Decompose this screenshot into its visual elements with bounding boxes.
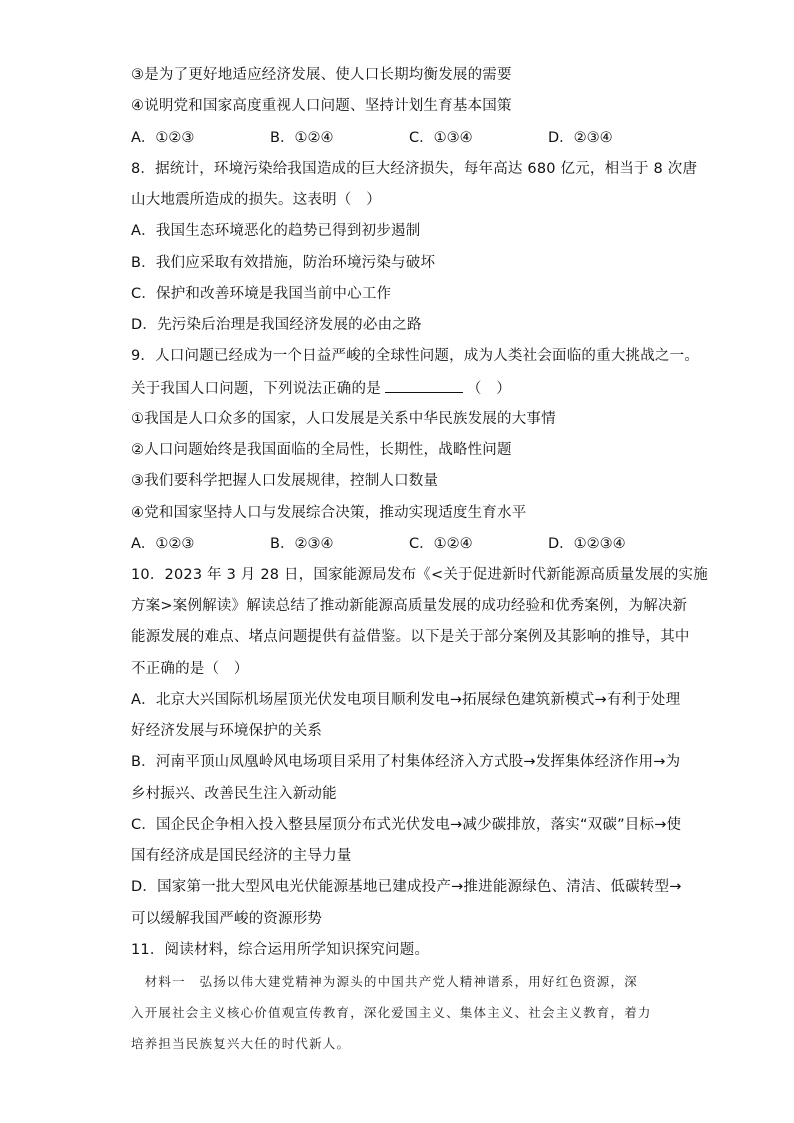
q9-statement-4: ④党和国家坚持人口与发展综合决策，推动实现适度生育水平 <box>131 505 527 521</box>
q7-statement-3: ③是为了更好地适应经济发展、使人口长期均衡发展的需要 <box>131 67 512 83</box>
q7-option-c: C．①③④ <box>409 130 473 146</box>
q10-stem-line-3: 能源发展的难点、堵点问题提供有益借鉴。以下是关于部分案例及其影响的推导，其中 <box>131 629 690 645</box>
q11-material-line-2: 入开展社会主义核心价值观宣传教育，深化爱国主义、集体主义、社会主义教育，着力 <box>131 1005 652 1020</box>
q8-option-d: D．先污染后治理是我国经济发展的必由之路 <box>131 317 422 333</box>
q7-option-b: B．①②④ <box>270 130 334 146</box>
q10-option-d-line-2: 可以缓解我国严峻的资源形势 <box>131 911 323 927</box>
q11-stem: 11．阅读材料，综合运用所学知识探究问题。 <box>131 942 430 958</box>
q9-stem-text: 关于我国人口问题，下列说法正确的是 <box>131 381 381 397</box>
q10-option-a-line-2: 好经济发展与环境保护的关系 <box>131 723 323 739</box>
q8-option-b: B．我们应采取有效措施，防治环境污染与破坏 <box>131 255 436 271</box>
answer-blank <box>385 378 463 393</box>
q8-option-a: A．我国生态环境恶化的趋势已得到初步遏制 <box>131 223 421 239</box>
q9-option-a: A．①②③ <box>131 536 195 552</box>
q7-option-d: D．②③④ <box>548 130 613 146</box>
q9-statement-1: ①我国是人口众多的国家，人口发展是关系中华民族发展的大事情 <box>131 411 556 427</box>
q10-option-d-line-1: D．国家第一批大型风电光伏能源基地已建成投产→推进能源绿色、清洁、低碳转型→ <box>131 879 682 895</box>
q10-stem-line-4: 不正确的是（ ） <box>131 661 249 677</box>
q7-option-a: A．①②③ <box>131 130 195 146</box>
q11-material-line-1: 材料一 弘扬以伟大建党精神为源头的中国共产党人精神谱系，用好红色资源，深 <box>131 974 638 989</box>
q10-stem-line-1: 10．2023 年 3 月 28 日，国家能源局发布《<关于促进新时代新能源高质量发展的实施 <box>131 567 708 583</box>
q9-stem-paren: （ ） <box>466 381 512 397</box>
q10-option-c-line-2: 国有经济成是国民经济的主导力量 <box>131 848 352 864</box>
q10-stem-line-2: 方案>案例解读》解读总结了推动新能源高质量发展的成功经验和优秀案例，为解决新 <box>131 598 688 614</box>
q10-option-c-line-1: C．国企民企争相入投入整县屋顶分布式光伏发电→减少碳排放，落实“双碳”目标→使 <box>131 817 682 833</box>
q11-material-line-3: 培养担当民族复兴大任的时代新人。 <box>131 1036 351 1051</box>
q7-statement-4: ④说明党和国家高度重视人口问题、坚持计划生育基本国策 <box>131 98 512 114</box>
q9-stem-line-1: 9．人口问题已经成为一个日益严峻的全球性问题，成为人类社会面临的重大挑战之一。 <box>131 348 700 364</box>
q10-option-a-line-1: A．北京大兴国际机场屋顶光伏发电项目顺利发电→拓展绿色建筑新模式→有利于处理 <box>131 692 681 708</box>
q8-option-c: C．保护和改善环境是我国当前中心工作 <box>131 286 392 302</box>
q8-stem-line-2: 山大地震所造成的损失。这表明（ ） <box>131 192 381 208</box>
q9-option-d: D．①②③④ <box>548 536 626 552</box>
q10-option-b-line-2: 乡村振兴、改善民生注入新动能 <box>131 786 337 802</box>
q9-option-c: C．①②④ <box>409 536 473 552</box>
q10-option-b-line-1: B．河南平顶山凤凰岭风电场项目采用了村集体经济入方式股→发挥集体经济作用→为 <box>131 754 681 770</box>
q9-statement-3: ③我们要科学把握人口发展规律，控制人口数量 <box>131 473 439 489</box>
q9-option-b: B．②③④ <box>270 536 334 552</box>
q9-statement-2: ②人口问题始终是我国面临的全局性，长期性，战略性问题 <box>131 442 512 458</box>
q8-stem-line-1: 8．据统计，环境污染给我国造成的巨大经济损失，每年高达 680 亿元，相当于 8 次唐 <box>131 161 698 177</box>
q9-stem-line-2 <box>131 378 511 399</box>
